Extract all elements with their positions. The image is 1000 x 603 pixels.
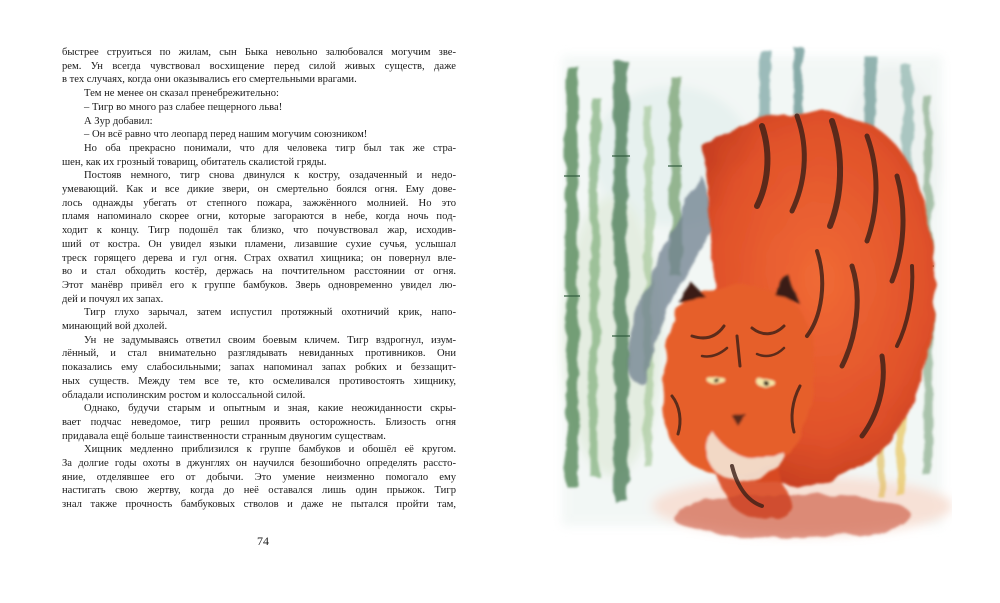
text-line: ных существ. Между тем все те, кто осмеливался противостоять хищнику,: [62, 375, 456, 387]
text-line: во и стал обходить костёр, держась на почтительном расстоянии от огня.: [62, 266, 456, 278]
text-line: в тех случаях, когда они оказывались его смертельными врагами.: [62, 74, 357, 86]
text-line: Но оба прекрасно понимали, что для человека тигр был так же стра-: [84, 142, 456, 154]
text-line: рем. Ун всегда чувствовал восхищение перед силой живых существ, даже: [62, 60, 456, 72]
text-line: лось однажды убегать от степного пожара, зажжённого молнией. Но это: [62, 197, 456, 209]
text-line: Постояв немного, тигр снова двинулся к костру, озадаченный и недо-: [84, 170, 456, 182]
text-line: придавала ещё больше таинственности странным двуногим существам.: [62, 430, 386, 442]
text-line: Тигр глухо зарычал, затем испустил протяжный охотничий крик, напо-: [84, 307, 456, 319]
text-line: Однако, будучи старым и опытным и зная, какие неожиданности скры-: [84, 403, 456, 415]
tiger-illustration: [552, 36, 952, 546]
text-line: Хищник медленно приблизился к группе бамбуков и обошёл её кругом.: [84, 444, 456, 456]
text-line: лённый, и стал внимательно разглядывать невиданных противников. Они: [62, 348, 456, 360]
text-line: настигать свою жертву, когда до неё оставался лишь один прыжок. Тигр: [62, 485, 456, 497]
text-line: ходит к концу. Тигр подошёл так близко, что почувствовал жар, исходив-: [62, 225, 456, 237]
text-line: знал также прочность бамбуковых стволов и даже не пытался пройти там,: [62, 499, 456, 511]
text-line: Тем не менее он сказал пренебрежительно:: [84, 88, 279, 100]
text-line: пламя напоминало скорее огни, которые загораются в небе, когда ночь под-: [62, 211, 456, 223]
text-line: Ун не задумываясь ответил своим боевым кличем. Тигр вздрогнул, изум-: [84, 334, 456, 346]
text-line: А Зур добавил:: [84, 115, 153, 127]
text-line: минающий вой дхолей.: [62, 321, 168, 332]
text-line: ший от костра. Он увидел языки пламени, лизавшие сухие сучья, услышал: [62, 238, 456, 250]
text-line: яние, отделявшее его от добычи. Это умение неизменно помогало ему: [62, 471, 456, 483]
text-line: – Тигр во много раз слабее пещерного льва!: [84, 101, 283, 113]
text-line: дей и почуял их запах.: [62, 293, 164, 305]
text-line: показались ему слабосильными; запах напоминал запах робких и беззащит-: [62, 362, 456, 374]
right-page: [500, 0, 1000, 603]
text-line: вает подчас неведомое, тигр решил проявить осторожность. Близость огня: [62, 416, 456, 428]
text-line: треск горящего дерева и гул огня. Страх охватил хищника; он повернул вле-: [62, 252, 456, 264]
text-line: – Он всё равно что леопард перед нашим могучим союзником!: [84, 129, 368, 141]
text-line: Этот манёвр привёл его к группе бамбуков. Зверь одновременно увидел лю-: [62, 279, 456, 291]
page-number: 74: [257, 534, 269, 548]
text-line: умевающий. Как и все дикие звери, он смертельно боялся огня. Ему дове-: [62, 184, 456, 195]
text-line: За долгие годы охоты в джунглях он научился безошибочно определять рассто-: [62, 458, 456, 469]
text-line: быстрее струиться по жилам, сын Быка невольно залюбовался могучим зве-: [62, 47, 456, 58]
text-line: обладали исполинским ростом и колоссальной силой.: [62, 389, 306, 401]
text-line: шен, как их грозный товарищ, обитатель скалистой гряды.: [62, 156, 327, 168]
